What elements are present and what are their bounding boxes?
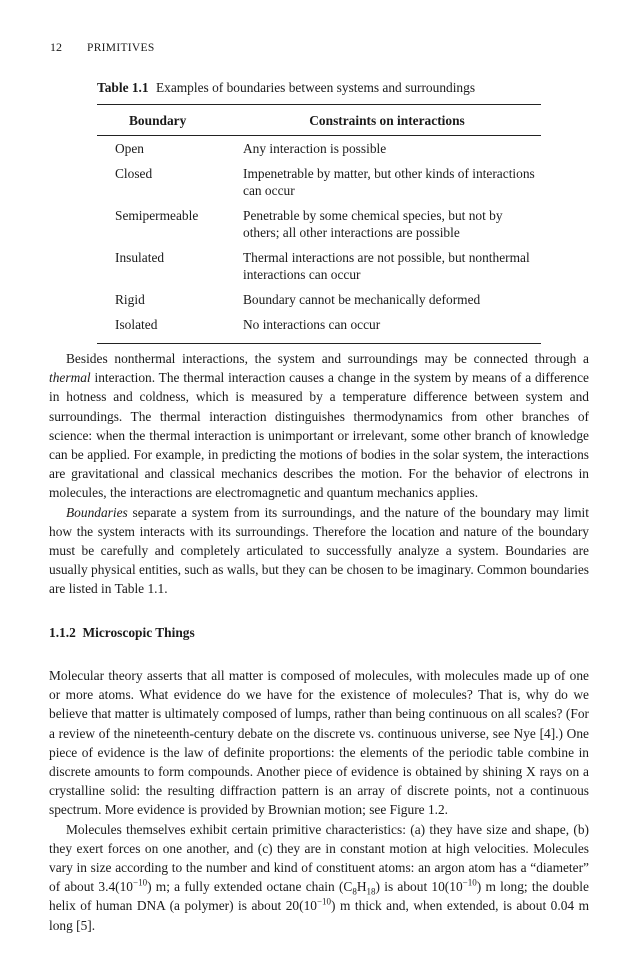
header-constraints: Constraints on interactions	[309, 112, 465, 128]
text-run: Besides nonthermal interactions, the system and surroundings may be connected through a	[66, 351, 589, 366]
exponent: −10	[462, 877, 477, 888]
paragraph	[49, 503, 589, 599]
section-title: Microscopic Things	[82, 625, 195, 640]
table-bottom-rule	[97, 343, 541, 344]
table-row	[97, 140, 541, 157]
text-run: ) m thick and, when extended, is about 0.04 m long [5].	[49, 898, 589, 933]
boundary-cell: Closed	[115, 166, 153, 181]
subscript: 18	[366, 886, 376, 897]
table-row	[97, 207, 541, 241]
boundary-cell: Rigid	[115, 292, 145, 307]
text-run: ) is about 10(10	[375, 879, 463, 895]
boundary-cell: Open	[115, 141, 145, 156]
boundaries-table	[97, 104, 541, 344]
text-run: ) m long; the double helix of human DNA (a polymer) is about 20(10	[49, 879, 589, 914]
emphasis: thermal	[49, 370, 91, 386]
table-caption-text: Examples of boundaries between systems and surroundings	[155, 80, 476, 95]
paragraph	[49, 820, 589, 935]
body-text-lower	[49, 666, 589, 935]
boundary-cell: Insulated	[115, 250, 165, 265]
text-run: separate a system from its surroundings, and the nature of the boundary may limit how the system interacts with its surroundings. Therefore the location and nature of the boundary must be carefully and completely articulated to successfully analyze a system. Boundaries are usually physical entities, such as walls, but they can be chosen to be imaginary. Common boundaries are listed in Table 1.1.	[49, 504, 589, 597]
running-title: PRIMITIVES	[87, 42, 155, 54]
constraint-cell: Impenetrable by matter, but other kinds of interactions can occur	[243, 166, 535, 198]
paragraph: Molecular theory asserts that all matter is composed of molecules, with molecules made up of one or more atoms. What evidence do we have for the existence of molecules? That is, why do we believe that matter is ultimately composed of lumps, rather than being continuous on all scales? (For a review of the nineteenth-century debate on the discrete vs. continuous universe, see Nye [4].) One piece of evidence is the law of definite proportions: the elements of the periodic table combine in discrete amounts to form compounds. Another piece of evidence is obtained by shining X rays on a crystalline solid: the resulting diffraction pattern is an array of discrete points, not a continuous spectrum. More evidence is provided by Brownian motion; see Figure 1.2.	[49, 668, 589, 818]
table-body	[97, 136, 541, 343]
exponent: −10	[316, 896, 332, 907]
constraint-cell: No interactions can occur	[243, 317, 381, 332]
table-row	[97, 291, 541, 308]
text-run: H	[356, 879, 367, 895]
section-number: 1.1.2	[49, 625, 76, 640]
text-run: interaction. The thermal interaction causes a change in the system by means of a difference in hotness and coldness, which is measured by a temperature difference between system and surroundings. The thermal interaction distinguishes thermodynamics from other branches of science: when the thermal interaction is unimportant or irrelevant, some other branch of knowledge can be applied. For example, in predicting the motions of bodies in the solar system, the interactions are gravitational and classical mechanics describes the motion. For the behavior of electrons in molecules, the interactions are electromagnetic and quantum mechanics applies.	[49, 370, 589, 501]
constraint-cell: Any interaction is possible	[243, 141, 387, 156]
table-caption	[97, 80, 475, 96]
boundary-cell: Isolated	[115, 317, 158, 332]
running-header	[50, 40, 155, 55]
constraint-cell: Thermal interactions are not possible, but nonthermal interactions can occur	[243, 250, 530, 282]
header-boundary: Boundary	[129, 112, 187, 128]
table-row	[97, 249, 541, 283]
constraint-cell: Penetrable by some chemical species, but not by others; all other interactions are possible	[243, 208, 503, 240]
text-run: ) m; a fully extended octane chain (C	[147, 879, 353, 895]
boundary-cell: Semipermeable	[115, 208, 199, 223]
paragraph	[49, 349, 589, 503]
page-number: 12	[50, 40, 62, 54]
exponent: −10	[133, 877, 148, 888]
constraint-cell: Boundary cannot be mechanically deformed	[243, 292, 481, 307]
section-heading	[49, 625, 195, 641]
table-header-row	[97, 105, 541, 135]
text-run: Molecules themselves exhibit certain primitive characteristics: (a) they have size and shape, (b) they exert forces on one another, and (c) they are in constant motion at high velocities. Molecules vary in size according to the number and kind of constituent atoms: an argon atom has a “diameter” of about 3.4(10	[49, 821, 589, 895]
subscript: 8	[352, 886, 357, 897]
emphasis: Boundaries	[66, 504, 128, 520]
table-row	[97, 316, 541, 333]
table-label: Table 1.1	[97, 80, 149, 95]
body-text-upper	[49, 349, 589, 599]
table-row	[97, 165, 541, 199]
